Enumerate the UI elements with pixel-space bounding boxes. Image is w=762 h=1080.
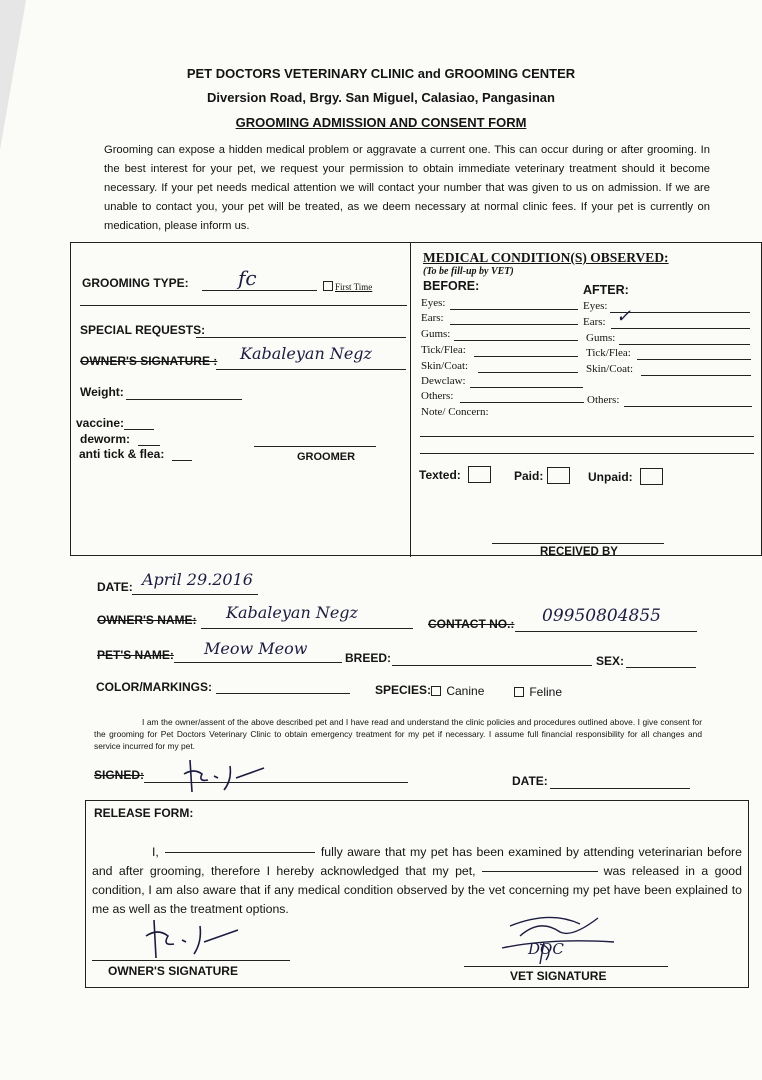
- first-time-option[interactable]: [323, 281, 372, 292]
- before-others: Others:: [421, 390, 454, 402]
- signed-date-line[interactable]: [550, 788, 690, 789]
- before-tick-line[interactable]: [474, 356, 578, 357]
- owner-name-value: Kabaleyan Negz: [226, 603, 358, 622]
- medical-title: MEDICAL CONDITION(S) OBSERVED:: [423, 250, 669, 265]
- signed-label: SIGNED:: [94, 768, 145, 782]
- feline-label: Feline: [529, 685, 563, 699]
- after-ears-line[interactable]: [611, 328, 750, 329]
- note-concern: Note/ Concern:: [421, 406, 489, 418]
- date-line[interactable]: [132, 594, 258, 595]
- color-markings-label: COLOR/MARKINGS:: [96, 680, 212, 694]
- sex-line[interactable]: [626, 667, 696, 668]
- species-feline-option[interactable]: [514, 685, 562, 699]
- special-requests-label: SPECIAL REQUESTS:: [80, 323, 206, 337]
- special-requests-line[interactable]: [196, 337, 406, 338]
- received-by-label: RECEIVED BY: [540, 546, 618, 558]
- note-line-2[interactable]: [420, 453, 754, 454]
- contact-line[interactable]: [515, 631, 697, 632]
- owner-signature-line[interactable]: [216, 369, 406, 370]
- signed-signature-mark: [180, 752, 280, 798]
- before-others-line[interactable]: [460, 402, 584, 403]
- before-eyes: Eyes:: [421, 297, 446, 309]
- after-gums: Gums:: [586, 332, 616, 344]
- species-canine-option[interactable]: [431, 684, 484, 698]
- vet-signature-text: DOC: [528, 940, 564, 958]
- pet-name-line[interactable]: [174, 662, 342, 663]
- deworm-line[interactable]: [138, 445, 160, 446]
- vet-sig-line[interactable]: [464, 966, 668, 967]
- after-tick: Tick/Flea:: [586, 347, 631, 359]
- grooming-type-line[interactable]: [202, 290, 317, 291]
- release-owner-line[interactable]: [165, 852, 315, 853]
- weight-label: Weight:: [80, 385, 124, 399]
- after-gums-line[interactable]: [619, 344, 750, 345]
- anti-tick-label: anti tick & flea:: [79, 447, 165, 461]
- grooming-extra-line[interactable]: [80, 305, 407, 306]
- owner-name-label: OWNER'S NAME:: [97, 613, 197, 627]
- vaccine-label: vaccine:: [76, 416, 125, 430]
- owner-name-line[interactable]: [201, 628, 413, 629]
- release-paragraph: [92, 843, 742, 919]
- owner-release-sig-line[interactable]: [92, 960, 290, 961]
- sex-label: SEX:: [596, 654, 625, 668]
- release-pet-line[interactable]: [482, 871, 598, 872]
- vet-sig-label: VET SIGNATURE: [510, 969, 607, 983]
- release-part2: was released in a good condition, I am also aware that if any medical condition observed by the vet concerning my pet have been explained to me as well as the treatment options.: [92, 864, 742, 916]
- after-tick-line[interactable]: [637, 359, 751, 360]
- unpaid-checkbox[interactable]: [640, 468, 663, 485]
- release-title: RELEASE FORM:: [94, 806, 194, 820]
- breed-line[interactable]: [392, 665, 592, 666]
- paid-checkbox[interactable]: [547, 467, 570, 484]
- groomer-line[interactable]: [254, 446, 376, 447]
- before-skin: Skin/Coat:: [421, 360, 469, 372]
- first-time-checkbox[interactable]: [323, 281, 333, 291]
- breed-label: BREED:: [345, 651, 392, 665]
- before-ears-line[interactable]: [450, 324, 578, 325]
- after-eyes: Eyes:: [583, 300, 608, 312]
- owner-release-sig-label: OWNER'S SIGNATURE: [108, 964, 238, 978]
- after-ears-check: ✓: [616, 306, 632, 327]
- color-markings-line[interactable]: [216, 693, 350, 694]
- release-i: I,: [152, 845, 159, 859]
- clinic-name: PET DOCTORS VETERINARY CLINIC and GROOMING CENTER: [186, 66, 576, 81]
- owner-signature-mark: [140, 912, 250, 962]
- before-gums: Gums:: [421, 328, 451, 340]
- vet-signature-mark: [480, 908, 630, 970]
- after-others-line[interactable]: [624, 406, 752, 407]
- texted-checkbox[interactable]: [468, 466, 491, 483]
- paid-label: Paid:: [514, 469, 544, 483]
- vaccine-line[interactable]: [124, 429, 154, 430]
- weight-line[interactable]: [126, 399, 242, 400]
- consent-text: I am the owner/assent of the above described pet and I have read and understand the clinic policies and procedures outlined above. I give consent for the grooming for Pet Doctors Veterinary Clinic to obtain emergency treatment for my pet if necessary. I assume full financial responsibility for all changes and service incurred for my pet.: [94, 717, 702, 751]
- after-skin-line[interactable]: [641, 375, 751, 376]
- species-label: SPECIES:: [375, 683, 432, 697]
- canine-checkbox[interactable]: [431, 686, 441, 696]
- before-ears: Ears:: [421, 312, 444, 324]
- owner-signature-label: OWNER'S SIGNATURE :: [80, 354, 218, 368]
- after-others: Others:: [587, 394, 620, 406]
- before-eyes-line[interactable]: [450, 309, 578, 310]
- first-time-label: First Time: [335, 282, 373, 292]
- release-part1: fully aware that my pet has been examined by attending veterinarian before and after grooming, therefore I hereby acknowledged that my pet,: [92, 845, 742, 878]
- before-tick: Tick/Flea:: [421, 344, 466, 356]
- texted-label: Texted:: [419, 468, 461, 482]
- owner-signature-value: Kabaleyan Negz: [240, 344, 372, 363]
- date-label: DATE:: [97, 580, 133, 594]
- before-gums-line[interactable]: [454, 340, 578, 341]
- before-heading: BEFORE:: [423, 279, 480, 293]
- before-skin-line[interactable]: [478, 372, 578, 373]
- anti-tick-line[interactable]: [172, 460, 192, 461]
- column-divider: [410, 242, 411, 557]
- intro-paragraph: Grooming can expose a hidden medical problem or aggravate a current one. This can occur during or after grooming. In the best interest for your pet, we request your permission to obtain immediate veterinary treatment should it become necessary. If your pet needs medical attention we will contact your number that was given to us on admission. If we are unable to contact you, your pet will be treated, as we deem necessary at normal clinic fees. If your pet is currently on medication, please inform us.: [104, 144, 710, 232]
- note-line-1[interactable]: [420, 436, 754, 437]
- clinic-address: Diversion Road, Brgy. San Miguel, Calasiao, Pangasinan: [207, 90, 555, 105]
- canine-label: Canine: [446, 684, 485, 698]
- pet-name-value: Meow Meow: [204, 639, 308, 658]
- date-value: April 29.2016: [142, 570, 253, 589]
- groomer-label: GROOMER: [297, 451, 356, 463]
- grooming-type-label: GROOMING TYPE:: [82, 276, 189, 290]
- deworm-label: deworm:: [80, 432, 131, 446]
- unpaid-label: Unpaid:: [588, 470, 633, 484]
- form-title: GROOMING ADMISSION AND CONSENT FORM: [235, 115, 527, 130]
- contact-value: 09950804855: [542, 606, 661, 626]
- signed-date-label: DATE:: [512, 774, 548, 788]
- feline-checkbox[interactable]: [514, 687, 524, 697]
- after-heading: AFTER:: [583, 283, 629, 297]
- medical-subtitle: (To be fill-up by VET): [423, 266, 514, 277]
- before-dewclaw: Dewclaw:: [421, 375, 466, 387]
- contact-label: CONTACT NO.:: [428, 617, 515, 631]
- after-ears: Ears:: [583, 316, 606, 328]
- after-skin: Skin/Coat:: [586, 363, 634, 375]
- before-dewclaw-line[interactable]: [470, 387, 583, 388]
- pet-name-label: PET'S NAME:: [97, 648, 174, 662]
- grooming-type-value: fc: [238, 266, 257, 290]
- received-by-line[interactable]: [492, 543, 664, 544]
